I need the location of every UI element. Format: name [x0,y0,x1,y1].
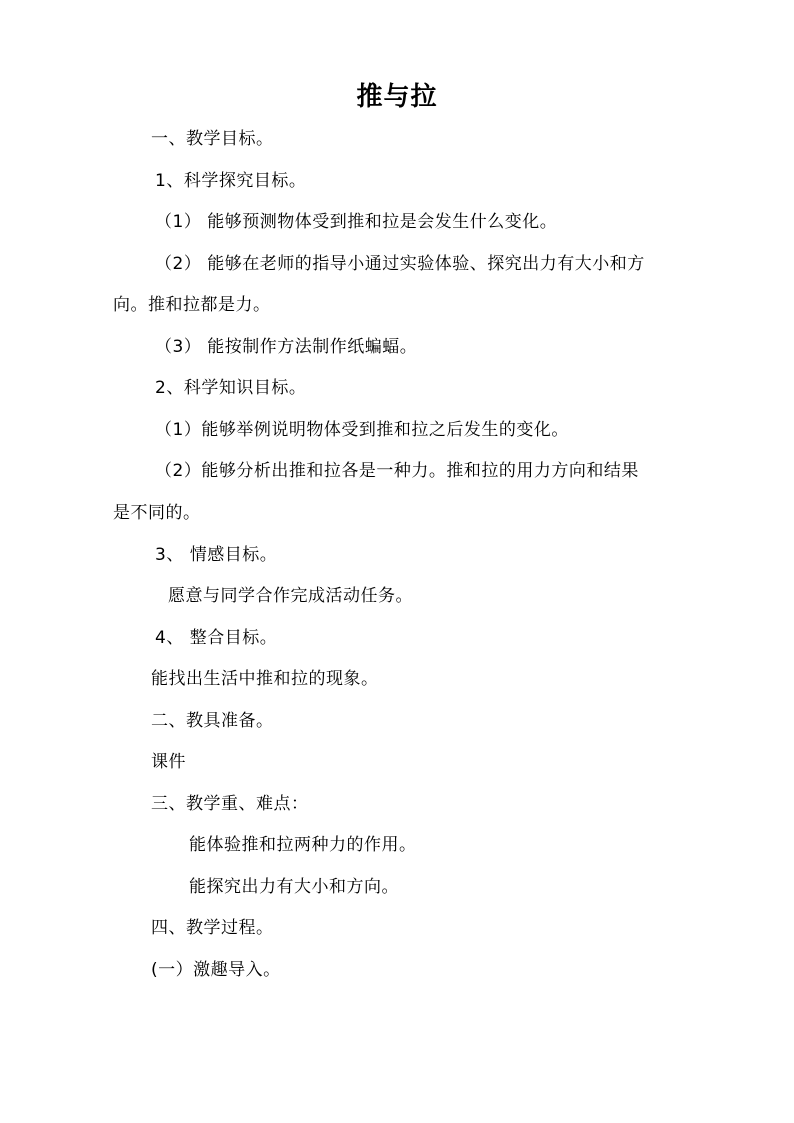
paragraph-materials: 课件 [151,752,186,772]
paragraph-emotional-goal: 愿意与同学合作完成活动任务。 [168,586,413,606]
list-item-knowledge-1: （1）能够举例说明物体受到推和拉之后发生的变化。 [155,420,569,440]
list-item-inquiry-2: （2） 能够在老师的指导小通过实验体验、探究出力有大小和方 [155,254,645,274]
subheading-intro: (一）激趣导入。 [151,960,281,980]
paragraph-key-point-1: 能体验推和拉两种力的作用。 [189,835,417,855]
document-title: 推与拉 [356,82,438,112]
list-item-inquiry-2-continued: 向。推和拉都是力。 [113,295,271,315]
subheading-knowledge-goals: 2、科学知识目标。 [155,378,307,398]
list-item-inquiry-3: （3） 能按制作方法制作纸蝙蝠。 [155,337,418,357]
paragraph-key-point-2: 能探究出力有大小和方向。 [189,877,399,897]
subheading-emotional-goals: 3、 情感目标。 [155,545,278,565]
section-heading-key-points: 三、教学重、难点： [151,794,309,814]
list-item-inquiry-1: （1） 能够预测物体受到推和拉是会发生什么变化。 [155,212,558,232]
section-heading-materials: 二、教具准备。 [151,711,274,731]
list-item-knowledge-2: （2）能够分析出推和拉各是一种力。推和拉的用力方向和结果 [155,461,639,481]
subheading-integration-goals: 4、 整合目标。 [155,628,278,648]
section-heading-process: 四、教学过程。 [151,918,274,938]
subheading-inquiry-goals: 1、科学探究目标。 [155,171,307,191]
section-heading-objectives: 一、教学目标。 [151,129,274,149]
list-item-knowledge-2-continued: 是不同的。 [113,503,201,523]
paragraph-integration-goal: 能找出生活中推和拉的现象。 [151,669,379,689]
